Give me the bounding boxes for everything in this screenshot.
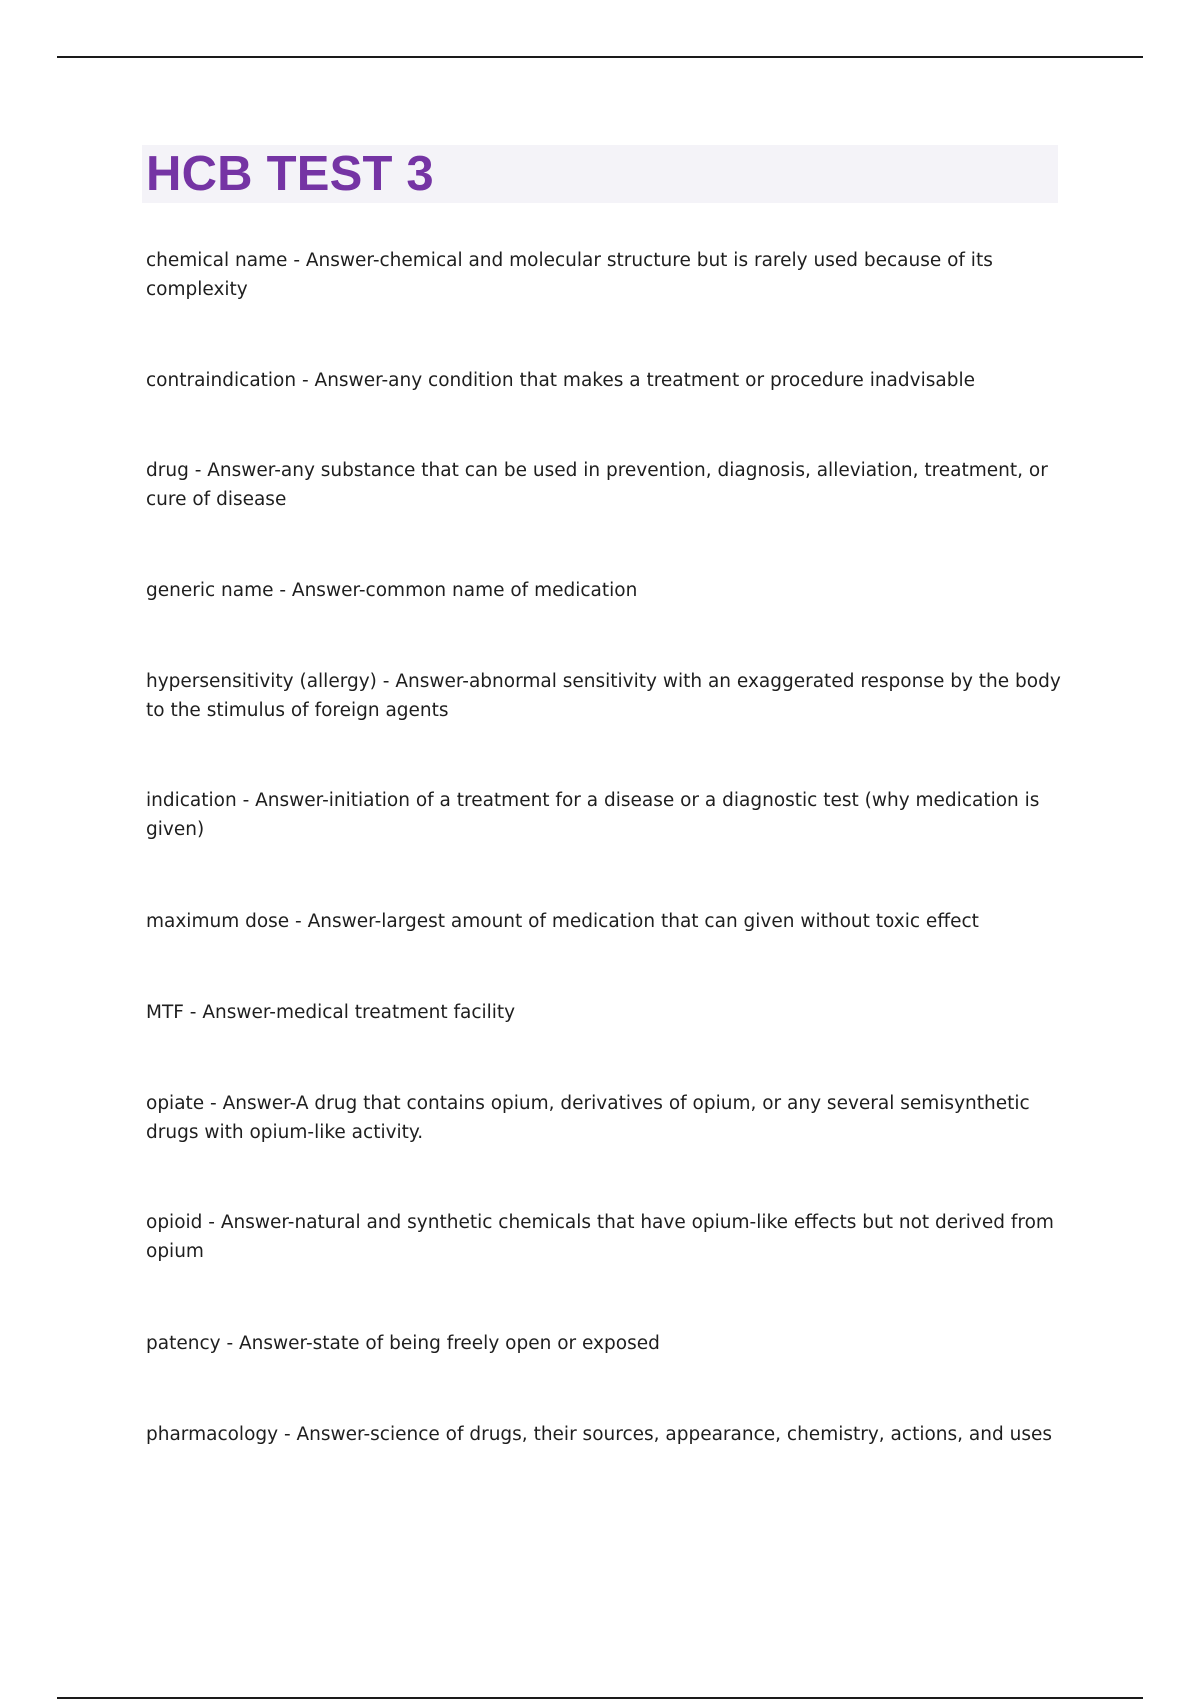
entry-opiate: opiate - Answer-A drug that contains opium, derivatives of opium, or any several semisynthetic drugs with opium-like activity. [146, 1093, 1030, 1143]
entry-chemical-name: chemical name - Answer-chemical and molecular structure but is rarely used because of its complexity [146, 250, 993, 300]
entry-indication: indication - Answer-initiation of a treatment for a disease or a diagnostic test (why medication is given) [146, 790, 1040, 840]
entry-patency: patency - Answer-state of being freely open or exposed [146, 1333, 660, 1354]
bottom-rule [57, 1697, 1143, 1699]
entry-drug: drug - Answer-any substance that can be used in prevention, diagnosis, alleviation, treatment, or cure of disease [146, 460, 1048, 510]
entry-opioid: opioid - Answer-natural and synthetic chemicals that have opium-like effects but not derived from opium [146, 1212, 1054, 1262]
page-title: HCB TEST 3 [146, 147, 434, 201]
entry-mtf: MTF - Answer-medical treatment facility [146, 1002, 516, 1023]
entry-generic-name: generic name - Answer-common name of medication [146, 580, 638, 601]
entry-hypersensitivity: hypersensitivity (allergy) - Answer-abnormal sensitivity with an exaggerated response by the body to the stimulus of foreign agents [146, 671, 1061, 721]
top-rule [57, 56, 1143, 58]
entry-contraindication: contraindication - Answer-any condition that makes a treatment or procedure inadvisable [146, 370, 975, 391]
entry-maximum-dose: maximum dose - Answer-largest amount of medication that can given without toxic effect [146, 911, 979, 932]
entry-pharmacology: pharmacology - Answer-science of drugs, their sources, appearance, chemistry, actions, and uses [146, 1424, 1052, 1445]
